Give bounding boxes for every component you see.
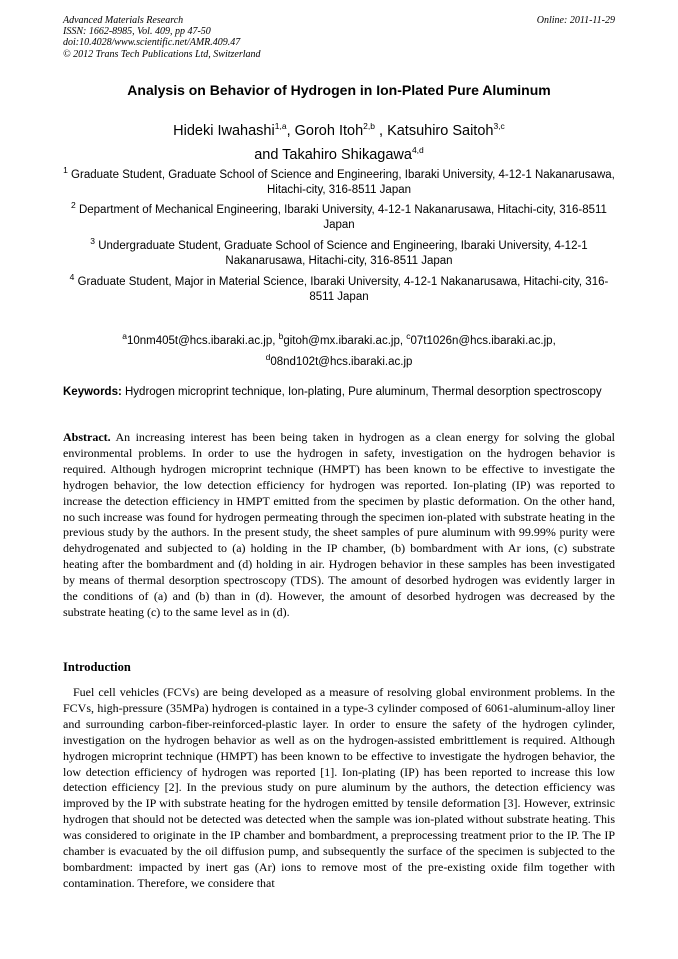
author-name: Goroh Itoh [294, 122, 364, 139]
journal-header [63, 15, 261, 60]
affiliation-4 [62, 270, 616, 305]
email-sup: c [406, 331, 411, 341]
affiliation-sup: 1 [63, 165, 68, 175]
author-name: Hideki Iwahashi [173, 122, 275, 139]
emails-line-2 [62, 346, 616, 373]
abstract-section [63, 430, 615, 621]
doi-line[interactable]: doi:10.4028/www.scientific.net/AMR.409.47 [63, 37, 241, 49]
online-date: Online: 2011-11-29 [536, 15, 615, 26]
affiliation-3 [62, 234, 616, 269]
email-sup: d [265, 352, 271, 362]
email-address[interactable]: 08nd102t@hcs.ibaraki.ac.jp [270, 355, 413, 368]
affiliation-text: Department of Mechanical Engineering, Ibaraki University, 4-12-1 Nakanarusawa, Hitachi-city, 316-8511 Japan [75, 203, 607, 231]
author-sup: 4,d [411, 145, 424, 155]
affiliation-text: Graduate Student, Major in Material Science, Ibaraki University, 4-12-1 Nakanarusawa, Hitachi-city, 316-8511 Japan [74, 275, 609, 303]
affiliation-2 [62, 198, 616, 233]
journal-name: Advanced Materials Research [63, 15, 184, 26]
abstract-label: Abstract. [63, 430, 111, 444]
author-sup: 1,a [274, 121, 287, 131]
email-sup: a [122, 331, 127, 341]
affiliation-text: Graduate Student, Graduate School of Science and Engineering, Ibaraki University, 4-12-1 Nakanarusawa, Hitachi-city, 316-8511 Japan [67, 168, 615, 196]
author-prefix: and [254, 146, 283, 163]
paper-title: Analysis on Behavior of Hydrogen in Ion-Plated Pure Aluminum [127, 82, 551, 98]
affiliation-sup: 3 [90, 236, 96, 246]
affiliation-1 [62, 163, 616, 198]
author-name: Katsuhiro Saitoh [387, 122, 494, 139]
email-address[interactable]: gitoh@mx.ibaraki.ac.jp, [283, 334, 407, 347]
affiliation-sup: 2 [71, 200, 76, 210]
email-address[interactable]: 10nm405t@hcs.ibaraki.ac.jp, [126, 334, 279, 347]
keywords-text: Hydrogen microprint technique, Ion-plating, Pure aluminum, Thermal desorption spectroscopy [121, 386, 602, 398]
author-separator: , [374, 122, 388, 139]
keywords-section [63, 385, 615, 401]
author-sup: 2,b [363, 121, 375, 131]
author-sup: 3,c [493, 121, 505, 131]
author-name: Takahiro Shikagawa [282, 146, 412, 163]
email-address[interactable]: 07t1026n@hcs.ibaraki.ac.jp, [410, 334, 556, 347]
affiliation-text: Undergraduate Student, Graduate School of Science and Engineering, Ibaraki University, 4-12-1 Nakanarusawa, Hitachi-city, 316-8511 Japan [95, 239, 588, 267]
keywords-label: Keywords: [63, 386, 122, 398]
copyright-line: © 2012 Trans Tech Publications Ltd, Switzerland [63, 48, 261, 60]
abstract-text: An increasing interest has been being taken in hydrogen as a clean energy for solving the global environmental problems. In order to use the hydrogen in safety, investigation on the hydrogen behavior is required. Although hydrogen microprint technique (HMPT) has been known to be effective to investigate the hydrogen behavior, the low detection efficiency for hydrogen was reported. Ion-plating (IP) was reported to increase the detection efficiency in HMPT emitted from the specimen by plastic deformation. On the other hand, no such increase was found for hydrogen permeating through the specimen ion-plated with substrate heating in the previous study by the authors. In the present study, the sheet samples of pure aluminum with 99.99% purity were dehydrogenated and subjected to (a) holding in the IP chamber, (b) bombardment with Ar ions, (c) substrate heating after the bombardment and (d) holding in air. Hydrogen behavior in these samples has been investigated by means of thermal desorption spectroscopy (TDS). The amount of desorbed hydrogen was evidently larger in the conditions of (a) and (b) than in (d). However, the amount of desorbed hydrogen was decreased by the substrate heating (c) to the same level as in (d). [63, 430, 615, 619]
email-sup: b [278, 331, 284, 341]
introduction-heading: Introduction [63, 660, 131, 674]
author-separator: , [286, 122, 295, 139]
issn-line: ISSN: 1662-8985, Vol. 409, pp 47-50 [63, 26, 211, 38]
affiliation-sup: 4 [69, 272, 75, 282]
introduction-text: Fuel cell vehicles (FCVs) are being developed as a measure of resolving global environment problems. In the FCVs, high-pressure (35MPa) hydrogen is contained in a type-3 cylinder composed of 6061-aluminum-alloy liner and surrounding carbon-fiber-reinforced-plastic layer. In order to ensure the safety of the hydrogen cylinder, investigation on the hydrogen behavior as well as on the hydrogen-assisted embrittlement is required. Although hydrogen microprint technique (HMPT) has been known to be effective to investigate the hydrogen behavior, the low detection efficiency of hydrogen was reported [1]. Ion-plating (IP) has been reported to increase this low detection efficiency [2]. In the previous study on pure aluminum by the authors, the detection efficiency was improved by the IP with substrate heating for the hydrogen emitted by tensile deformation [3]. However, extrinsic hydrogen that should not be detected was detected when the sample was ion-plated without substrate heating. This was considered to originate in the IP chamber and bombardment, a preprocessing treatment prior to the IP. The IP chamber is evacuated by the oil diffusion pump, and subsequently the surface of the specimen is subjected to the bombardment: impacted by inert gas (Ar) ions to remove most of the pre-existing oxide film together with contamination. Therefore, we considere that [63, 685, 615, 890]
